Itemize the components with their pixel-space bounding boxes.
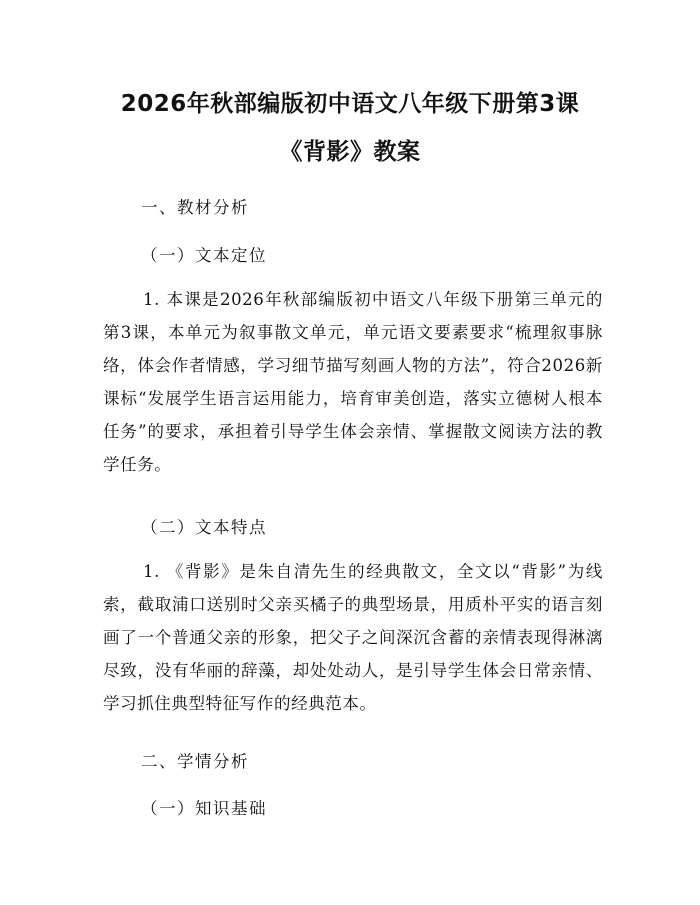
paragraph-text-features: 1. 《背影》是朱自清先生的经典散文，全文以“背影”为线索，截取浦口送别时父亲买橘子的典型场景，用质朴平实的语言刻画了一个普通父亲的形象，把父子之间深沉含蓄的亲情表现得淋漓尽致，没有华丽的辞藻，却处处动人，是引导学生体会日常亲情、学习抓住典型特征写作的经典范本。 xyxy=(103,562,603,713)
document-title-line-2: 《背影》教案 xyxy=(279,139,421,165)
section-heading-textbook-analysis: 一、教材分析 xyxy=(141,198,249,217)
section-heading-learner-analysis: 二、学情分析 xyxy=(141,752,249,771)
document-title-line-1: 2026年秋部编版初中语文八年级下册第3课 xyxy=(120,91,580,117)
subheading-knowledge-base: （一）知识基础 xyxy=(141,799,267,818)
paragraph-text-positioning: 1. 本课是2026年秋部编版初中语文八年级下册第三单元的第3课，本单元为叙事散文单元，单元语文要素要求“梳理叙事脉络，体会作者情感，学习细节描写刻画人物的方法”，符合2026新课标“发展学生语言运用能力，培育审美创造，落实立德树人根本任务”的要求，承担着引导学生体会亲情、掌握散文阅读方法的教学任务。 xyxy=(103,290,603,474)
subheading-text-features: （二）文本特点 xyxy=(141,518,267,537)
subheading-text-positioning: （一）文本定位 xyxy=(141,246,267,265)
